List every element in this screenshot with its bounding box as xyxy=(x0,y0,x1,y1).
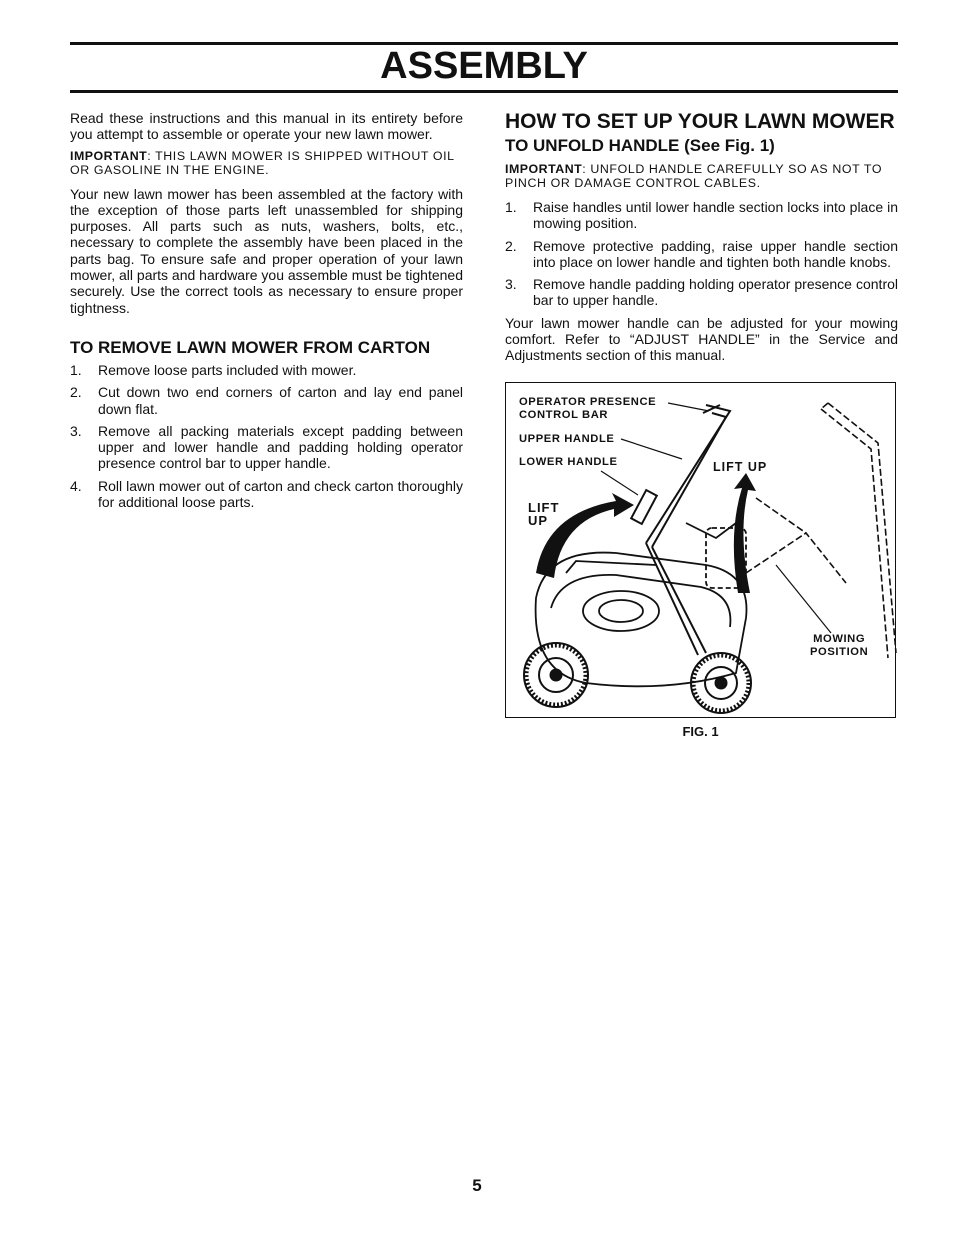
unfold-important-note xyxy=(505,162,898,190)
important-text: : THIS LAWN MOWER IS SHIPPED WITHOUT OIL OR GASOLINE IN THE ENGINE. xyxy=(70,148,455,177)
unfold-step xyxy=(505,276,898,309)
step-text: Remove protective padding, raise upper handle section into place on lower handle and tighten both handle knobs. xyxy=(533,237,898,270)
important-label: IMPORTANT xyxy=(70,148,148,163)
step-text: Remove handle padding holding operator presence control bar to upper handle. xyxy=(533,276,898,309)
label-operator-presence xyxy=(519,396,656,422)
page-title: ASSEMBLY xyxy=(380,45,588,87)
carton-steps xyxy=(70,362,463,510)
carton-step xyxy=(70,423,463,472)
important-note xyxy=(70,149,463,177)
step-number: 3. xyxy=(70,422,82,439)
step-number: 1. xyxy=(70,361,82,378)
setup-heading: HOW TO SET UP YOUR LAWN MOWER xyxy=(505,110,895,133)
label-line: LIFT xyxy=(528,500,560,515)
carton-step xyxy=(70,362,463,378)
step-number: 1. xyxy=(505,199,517,215)
title-rule-bottom xyxy=(70,90,898,93)
carton-step xyxy=(70,478,463,511)
unfold-step xyxy=(505,238,898,271)
label-line: POSITION xyxy=(810,646,869,658)
adjust-note: Your lawn mower handle can be adjusted for your mowing comfort. Refer to “ADJUST HANDLE” in the Service and Adjustments section of this manual. xyxy=(505,314,898,364)
label-line: CONTROL BAR xyxy=(519,409,609,421)
step-number: 2. xyxy=(70,384,82,401)
step-text: Raise handles until lower handle section locks into place in mowing position. xyxy=(533,199,898,232)
label-line: OPERATOR PRESENCE xyxy=(519,396,657,408)
step-text: Remove all packing materials except padding between upper and lower handle and padding holding operator presence control bar to upper handle. xyxy=(98,422,463,472)
carton-heading: TO REMOVE LAWN MOWER FROM CARTON xyxy=(70,337,431,357)
label-lift-up-right: LIFT UP xyxy=(713,460,768,474)
step-text: Cut down two end corners of carton and lay end panel down flat. xyxy=(98,384,463,417)
figure-1 xyxy=(505,382,896,718)
label-lower-handle: LOWER HANDLE xyxy=(519,456,618,468)
label-line: MOWING xyxy=(813,633,866,645)
carton-step xyxy=(70,384,463,417)
page-number: 5 xyxy=(472,1176,482,1195)
body-paragraph: Your new lawn mower has been assembled at the factory with the exception of those parts left unassembled for shipping purposes. All parts such as nuts, washers, bolts, etc., necessary to complete the assembly have been placed in the parts bag. To ensure safe and proper operation of your lawn mower, all parts and hardware you assemble must be tightened securely. Use the correct tools as necessary to ensure proper tightness. xyxy=(70,185,463,316)
important-label: IMPORTANT xyxy=(505,162,583,176)
unfold-step xyxy=(505,199,898,232)
step-text: Roll lawn mower out of carton and check carton thoroughly for additional loose parts. xyxy=(98,477,463,511)
right-column xyxy=(505,110,898,370)
step-number: 2. xyxy=(505,237,517,254)
step-text: Remove loose parts included with mower. xyxy=(98,361,357,378)
left-column xyxy=(70,110,463,516)
unfold-steps xyxy=(505,199,898,309)
unfold-heading: TO UNFOLD HANDLE (See Fig. 1) xyxy=(505,136,775,155)
label-line: UP xyxy=(528,513,549,528)
figure-caption: FIG. 1 xyxy=(682,724,719,739)
intro-paragraph: Read these instructions and this manual in its entirety before you attempt to assemble or operate your new lawn mower. xyxy=(70,110,463,143)
label-lift-up-left xyxy=(528,501,559,527)
important-text: : UNFOLD HANDLE CAREFULLY SO AS NOT TO PINCH OR DAMAGE CONTROL CABLES. xyxy=(505,162,883,190)
step-number: 4. xyxy=(70,477,82,494)
label-upper-handle: UPPER HANDLE xyxy=(519,433,615,445)
label-mowing-position xyxy=(810,633,868,659)
step-number: 3. xyxy=(505,276,517,293)
